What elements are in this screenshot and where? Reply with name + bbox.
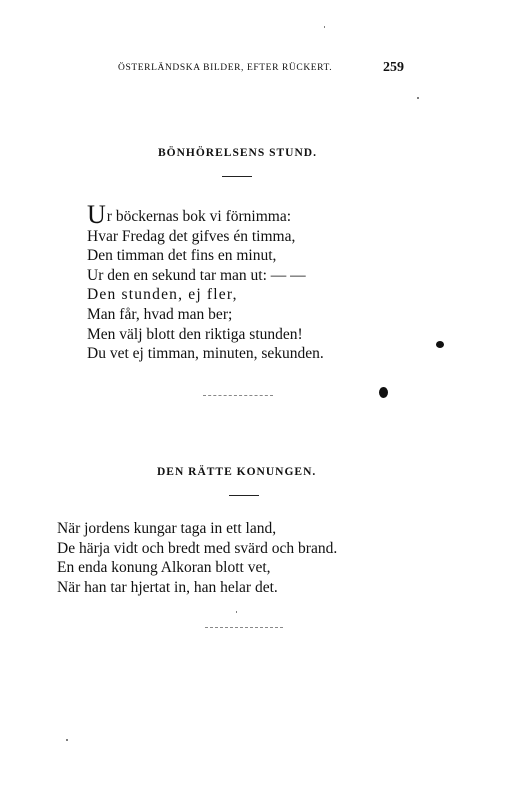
poem-title-bonhorelsens-stund: BÖNHÖRELSENS STUND.: [158, 147, 317, 159]
title-rule: [222, 176, 252, 177]
poem-stanza: [87, 200, 324, 364]
verse-line: Du vet ej timman, minuten, sekunden.: [87, 345, 324, 363]
verse-line: Hvar Fredag det gifves én timma,: [87, 227, 296, 245]
section-separator: [203, 395, 273, 396]
ink-speck: [236, 611, 237, 613]
verse-line-text: r böckernas bok vi förnimma:: [106, 208, 292, 225]
page-number: 259: [383, 60, 404, 75]
running-head: ÖSTERLÄNDSKA BILDER, EFTER RÜCKERT.: [118, 63, 333, 73]
ink-speck: [417, 97, 419, 99]
verse-line: När han tar hjertat in, han helar det.: [57, 578, 278, 596]
poem-title-den-ratte-konungen: DEN RÄTTE KONUNGEN.: [157, 466, 317, 478]
ink-blot: [379, 387, 388, 398]
verse-line: Den stunden, ej fler,: [87, 286, 238, 304]
title-rule: [229, 495, 259, 496]
verse-line: Man får, hvad man ber;: [87, 305, 233, 323]
ink-speck: [324, 26, 325, 28]
verse-line: Ur den en sekund tar man ut: — —: [87, 266, 306, 284]
ink-speck: [66, 739, 68, 741]
verse-line: När jordens kungar taga in ett land,: [57, 520, 277, 537]
verse-line: En enda konung Alkoran blott vet,: [57, 559, 271, 577]
ink-blot: [436, 341, 444, 348]
verse-line: Men välj blott den riktiga stunden!: [87, 325, 303, 343]
verse-line: Den timman det fins en minut,: [87, 247, 277, 265]
verse-line: [87, 200, 324, 229]
section-separator: [205, 627, 283, 628]
poem-stanza: [57, 519, 337, 597]
verse-line: De härja vidt och bredt med svärd och brand.: [57, 539, 338, 557]
drop-initial: U: [87, 200, 106, 229]
